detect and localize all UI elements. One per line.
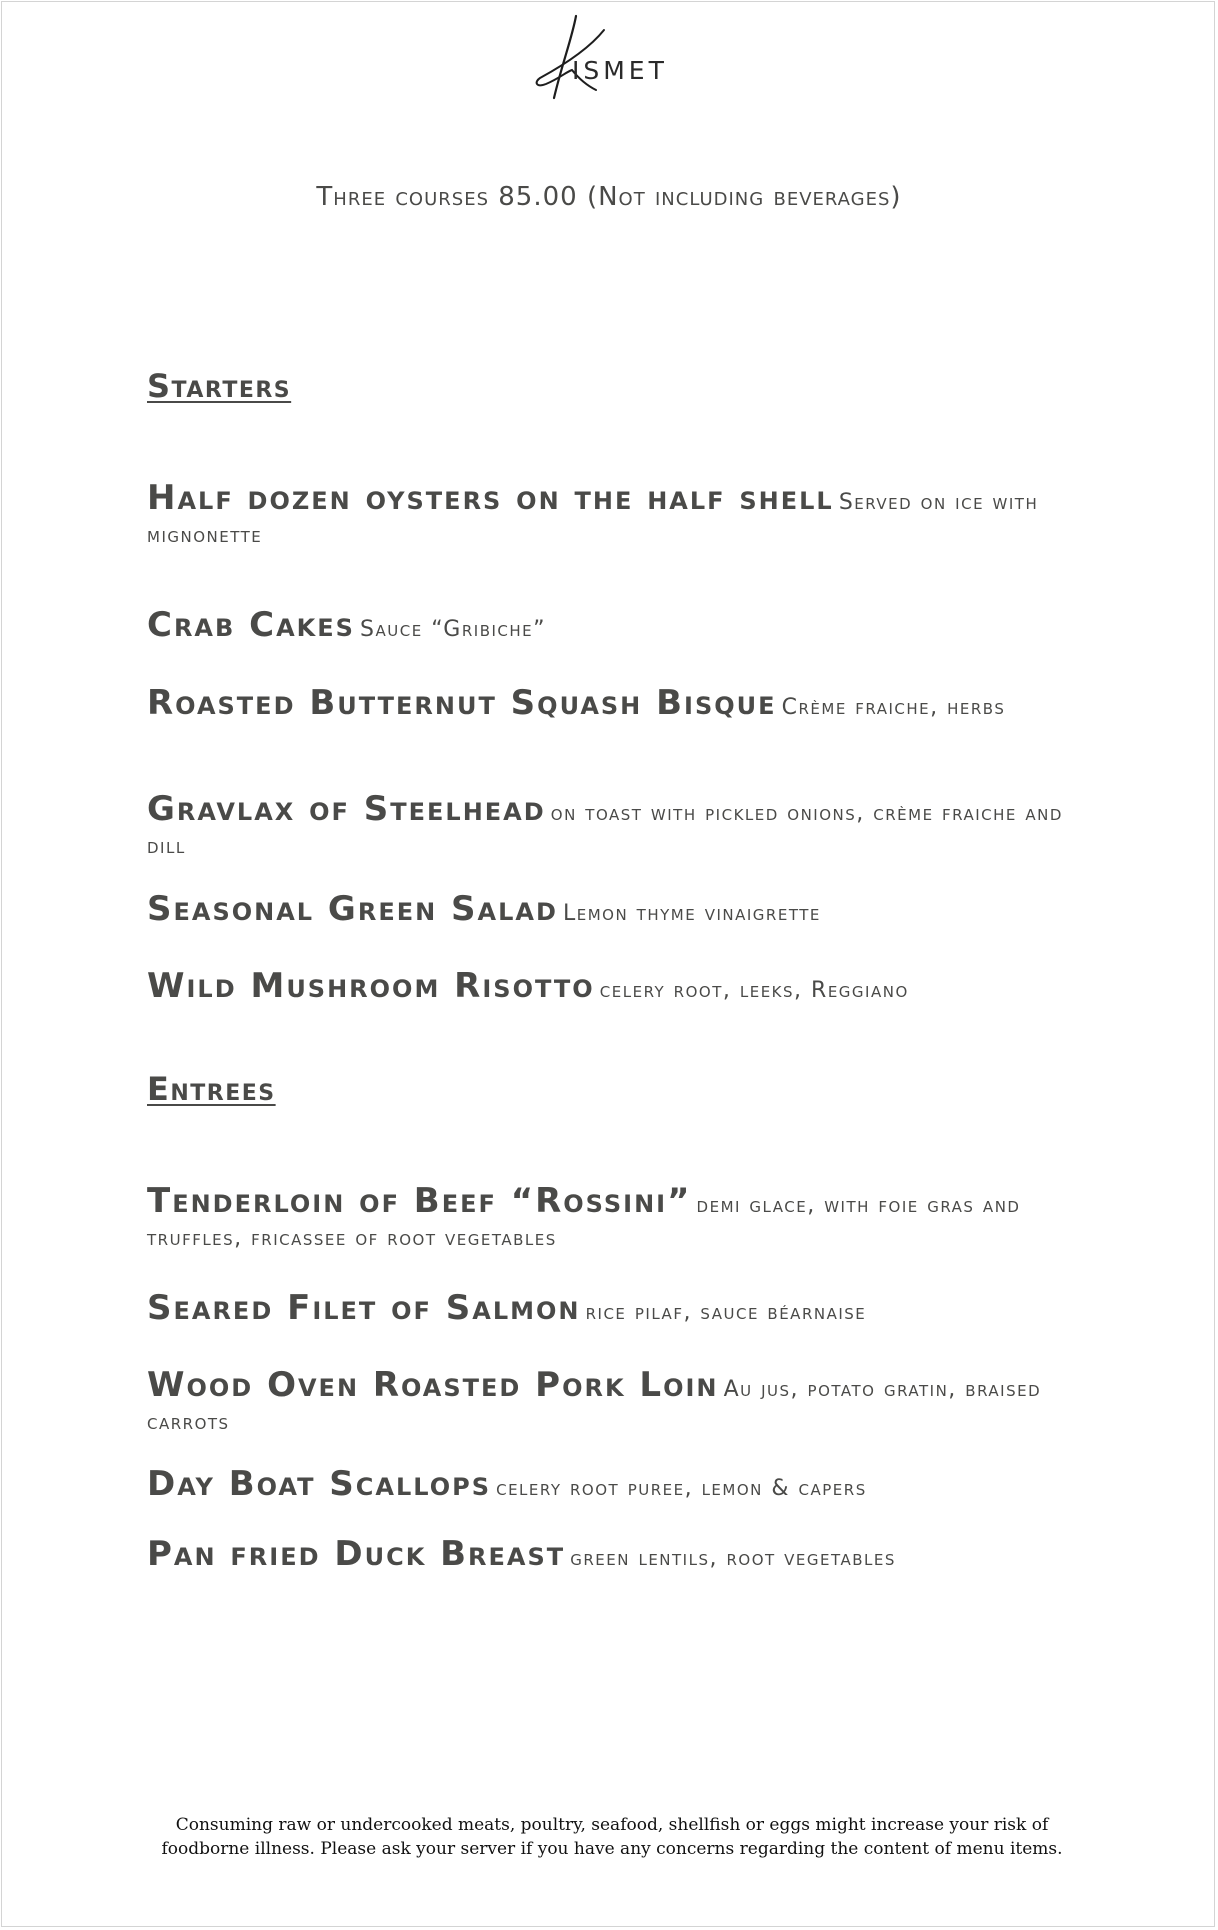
- entree-item: [147, 1181, 1077, 1256]
- item-description: on toast with pickled onions, crème fraiche and dill: [147, 801, 1063, 859]
- item-name: Gravlax of Steelhead: [147, 789, 546, 829]
- item-name: Seasonal Green Salad: [147, 889, 558, 929]
- item-name: Seared Filet of Salmon: [147, 1288, 581, 1328]
- item-name: Pan fried Duck Breast: [147, 1534, 566, 1574]
- item-description: green lentils, root vegetables: [570, 1546, 896, 1571]
- item-name: Half dozen oysters on the half shell: [147, 478, 834, 518]
- kismet-logo: [532, 14, 692, 104]
- item-description: demi glace, with foie gras and truffles, fricassee of root vegetables: [147, 1193, 1021, 1251]
- item-name: Roasted Butternut Squash Bisque: [147, 683, 777, 723]
- starter-item: [147, 605, 1077, 647]
- price-subtitle: Three courses 85.00 (Not including beverages): [316, 182, 902, 212]
- item-name: Wood Oven Roasted Pork Loin: [147, 1365, 719, 1405]
- starter-item: [147, 478, 1077, 553]
- item-description: Crème fraiche, herbs: [781, 695, 1006, 720]
- item-description: Sauce “Gribiche”: [360, 617, 547, 642]
- starter-item: [147, 789, 1077, 864]
- starters-heading: Starters: [147, 367, 292, 405]
- starter-item: [147, 966, 1077, 1008]
- item-name: Tenderloin of Beef “Rossini”: [147, 1181, 692, 1221]
- item-description: Lemon thyme vinaigrette: [562, 901, 821, 926]
- entrees-heading: Entrees: [147, 1070, 276, 1108]
- item-description: celery root puree, lemon & capers: [496, 1476, 867, 1501]
- item-name: Crab Cakes: [147, 605, 355, 645]
- item-description: Served on ice with mignonette: [147, 490, 1039, 548]
- item-name: Day Boat Scallops: [147, 1464, 491, 1504]
- item-name: Wild Mushroom Risotto: [147, 966, 595, 1006]
- item-description: rice pilaf, sauce béarnaise: [585, 1300, 867, 1325]
- starter-item: [147, 683, 1077, 725]
- logo-text: ISMET: [572, 56, 668, 85]
- food-safety-disclaimer: Consuming raw or undercooked meats, poultry, seafood, shellfish or eggs might increase your risk of foodborne illness. Please ask your server if you have any concerns regarding the content of menu items.: [161, 1815, 1063, 1859]
- entree-item: [147, 1464, 1077, 1506]
- entree-item: [147, 1288, 1077, 1330]
- entree-item: [147, 1534, 1077, 1576]
- menu-page: [1, 1, 1215, 1927]
- item-description: celery root, leeks, Reggiano: [599, 978, 909, 1003]
- entree-item: [147, 1365, 1077, 1440]
- item-description: Au jus, potato gratin, braised carrots: [147, 1377, 1042, 1435]
- starter-item: [147, 889, 1077, 931]
